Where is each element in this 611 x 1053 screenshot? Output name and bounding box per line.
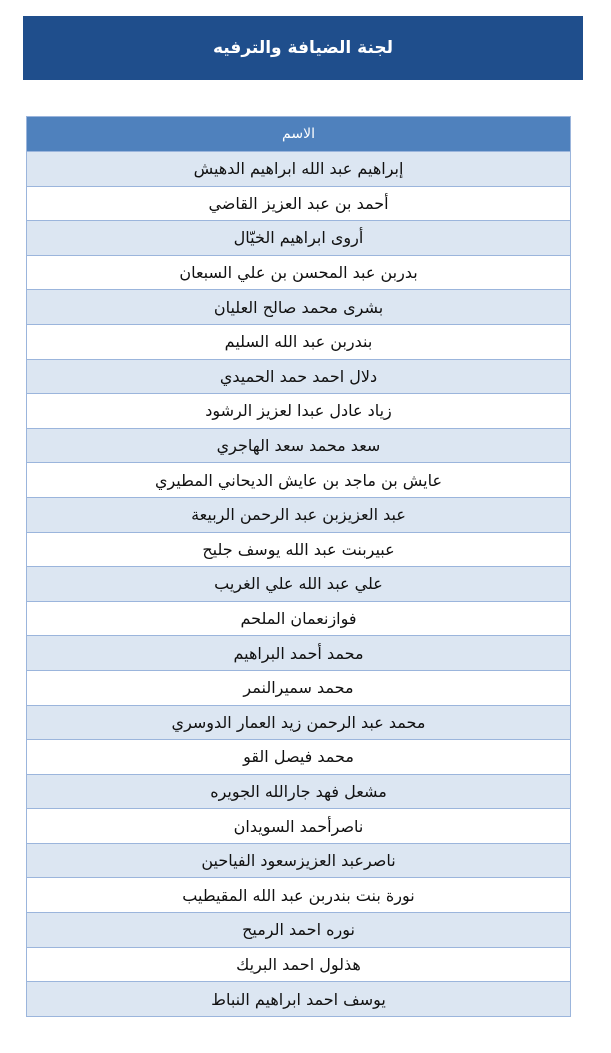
name-cell: سعد محمد سعد الهاجري xyxy=(27,428,571,463)
name-cell: علي عبد الله علي الغريب xyxy=(27,567,571,602)
name-cell: عبيربنت عبد الله يوسف جليح xyxy=(27,532,571,567)
name-cell: بشرى محمد صالح العليان xyxy=(27,290,571,325)
name-cell: عايش بن ماجد بن عايش الديحاني المطيري xyxy=(27,463,571,498)
table-row xyxy=(27,428,571,463)
table-row xyxy=(27,463,571,498)
name-cell: أحمد بن عبد العزيز القاضي xyxy=(27,186,571,221)
name-cell: عبد العزيزبن عبد الرحمن الربيعة xyxy=(27,497,571,532)
name-cell: ناصرعبد العزيزسعود الفياحين xyxy=(27,843,571,878)
name-cell: بندربن عبد الله السليم xyxy=(27,324,571,359)
name-cell: مشعل فهد جارالله الجويره xyxy=(27,774,571,809)
table-row xyxy=(27,152,571,187)
committee-title-banner xyxy=(23,16,583,80)
table-row xyxy=(27,705,571,740)
name-cell: هذلول احمد البريك xyxy=(27,947,571,982)
table-row xyxy=(27,567,571,602)
name-cell: زياد عادل عبدا لعزيز الرشود xyxy=(27,394,571,429)
name-cell: ناصرأحمد السويدان xyxy=(27,809,571,844)
table-row xyxy=(27,359,571,394)
table-row xyxy=(27,670,571,705)
table-row xyxy=(27,497,571,532)
committee-title: لجنة الضيافة والترفيه xyxy=(212,38,394,58)
name-cell: دلال احمد حمد الحميدي xyxy=(27,359,571,394)
table-row xyxy=(27,186,571,221)
table-row xyxy=(27,636,571,671)
table-row xyxy=(27,878,571,913)
table-row xyxy=(27,290,571,325)
table-row xyxy=(27,532,571,567)
name-cell: محمد أحمد البراهيم xyxy=(27,636,571,671)
name-cell: نوره احمد الرميح xyxy=(27,913,571,948)
table-row xyxy=(27,740,571,775)
table-header-row xyxy=(27,117,571,152)
name-cell: محمد عبد الرحمن زيد العمار الدوسري xyxy=(27,705,571,740)
table-row xyxy=(27,394,571,429)
name-cell: فوازنعمان الملحم xyxy=(27,601,571,636)
table-row xyxy=(27,843,571,878)
table-row xyxy=(27,255,571,290)
name-cell: إبراهيم عبد الله ابراهيم الدهيش xyxy=(27,152,571,187)
table-row xyxy=(27,601,571,636)
name-cell: بدربن عبد المحسن بن علي السبعان xyxy=(27,255,571,290)
table-row xyxy=(27,774,571,809)
column-header-name: الاسم xyxy=(27,117,571,152)
table-row xyxy=(27,221,571,256)
table-row xyxy=(27,324,571,359)
table-row xyxy=(27,947,571,982)
name-cell: يوسف احمد ابراهيم النباط xyxy=(27,982,571,1017)
name-cell: محمد فيصل القو xyxy=(27,740,571,775)
name-cell: أروى ابراهيم الخيّال xyxy=(27,221,571,256)
name-cell: نورة بنت بندربن عبد الله المقيطيب xyxy=(27,878,571,913)
table-row xyxy=(27,913,571,948)
name-cell: محمد سميرالنمر xyxy=(27,670,571,705)
table-row xyxy=(27,809,571,844)
table-row xyxy=(27,982,571,1017)
names-table xyxy=(26,116,571,1017)
